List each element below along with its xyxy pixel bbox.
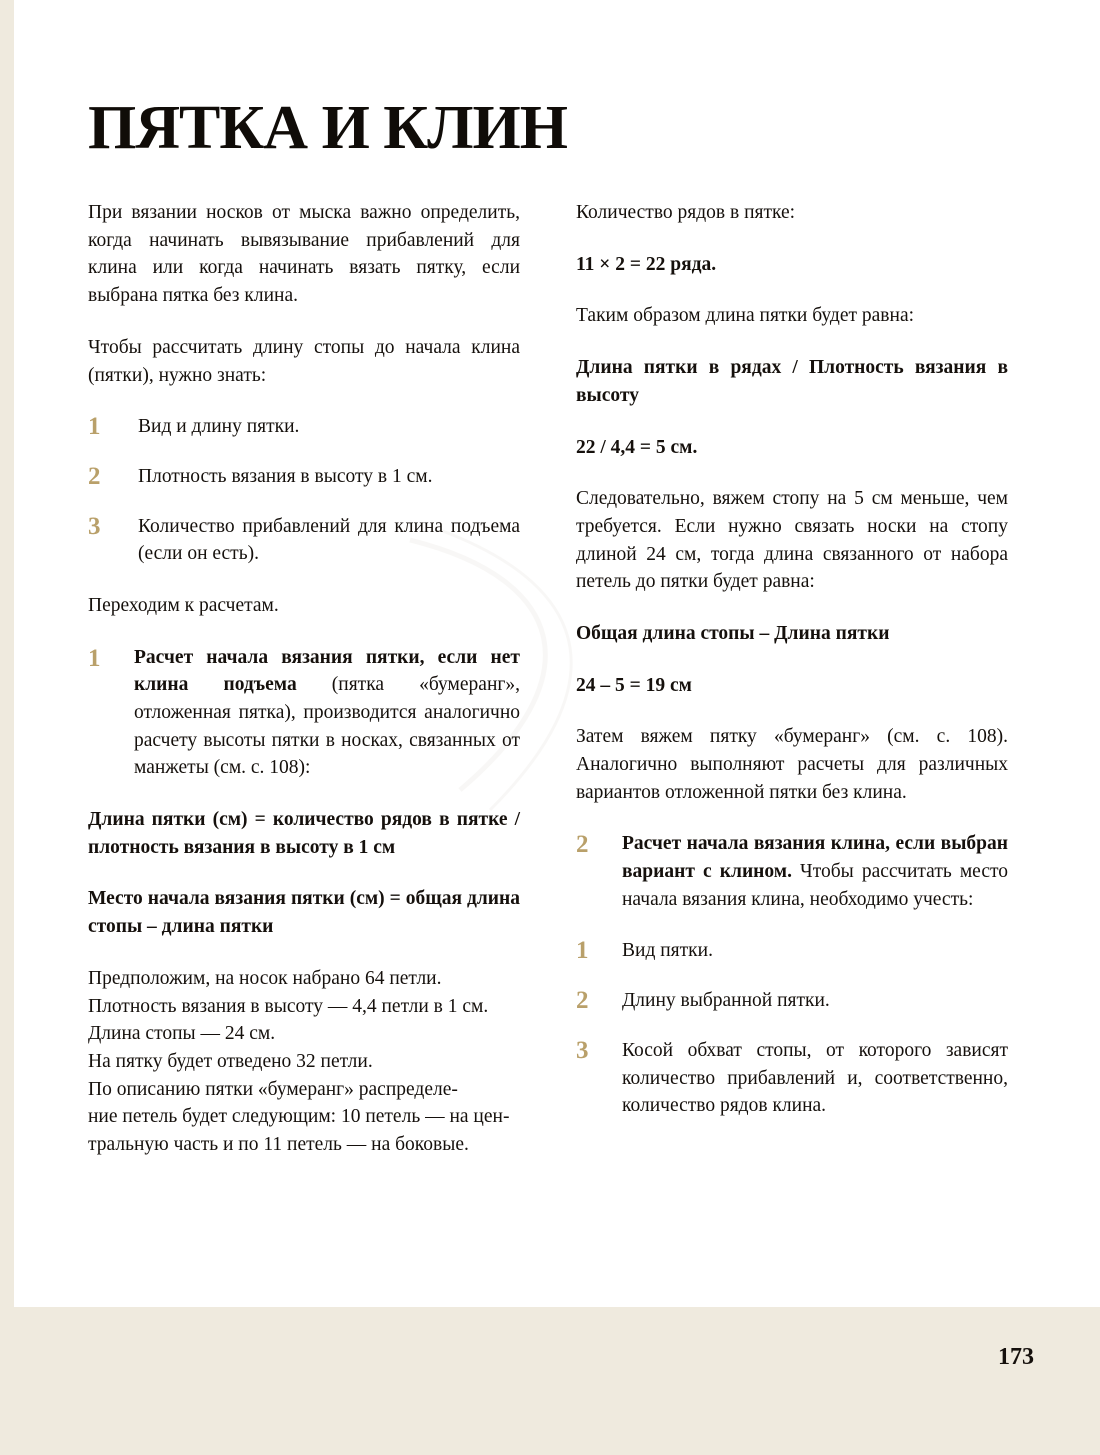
example-line: Длина стопы — 24 см. [88, 1023, 276, 1045]
list-item-label: Вид и длину пятки. [138, 416, 300, 438]
list-item-number: 3 [88, 512, 101, 540]
bottom-decorative-band [0, 1307, 1100, 1455]
list-item [88, 463, 520, 491]
example-line: Плотность вязания в высоту — 4,4 петли в 1 см. [88, 995, 489, 1017]
right-step-2 [576, 830, 1008, 913]
page-number: 173 [998, 1344, 1034, 1370]
list-item-number: 1 [576, 937, 589, 965]
right-formula-4: Общая длина стопы – Длина пятки [576, 622, 890, 644]
list-item-number: 2 [88, 462, 101, 490]
left-paragraph-1: При вязании носков от мыска важно определить, когда начинать вывязывание прибавлений для клина или когда начинать вязать пятку, если выбрана пятка без клина. [88, 202, 520, 307]
left-decorative-band [0, 0, 14, 1455]
step-body: Чтобы рассчитать место начала вязания клина, необходимо учесть: [622, 861, 1008, 910]
left-paragraph-2: Чтобы рассчитать длину стопы до начала клина (пятки), нужно знать: [88, 336, 520, 386]
list-item-label: Вид пятки. [622, 940, 713, 962]
list-item-number: 1 [88, 413, 101, 441]
right-paragraph-4: Затем вяжем пятку «бумеранг» (см. с. 108). Аналогично выполняют расчеты для различных вариантов отложенной пятки без клина. [576, 726, 1008, 803]
example-line: По описанию пятки «бумеранг» распределе- [88, 1078, 458, 1100]
list-item [88, 513, 520, 568]
list-item [576, 987, 1008, 1015]
list-item-number: 2 [576, 987, 589, 1015]
example-line: тральную часть и по 11 петель — на боковые. [88, 1133, 469, 1155]
list-item-label: Плотность вязания в высоту в 1 см. [138, 465, 433, 487]
two-column-layout [88, 199, 1008, 1183]
right-formula-5: 24 – 5 = 19 см [576, 674, 692, 696]
list-item [576, 1037, 1008, 1120]
right-numbered-list [576, 937, 1008, 1119]
left-example-block [88, 965, 520, 1159]
right-paragraph-3: Следовательно, вяжем стопу на 5 см меньше, чем требуется. Если нужно связать носки на стопу длиной 24 см, тогда длина связанного от набора петель до пятки будет равна: [576, 488, 1008, 593]
page-title: ПЯТКА И КЛИН [88, 94, 567, 162]
list-item-number: 3 [576, 1036, 589, 1064]
right-formula-2: Длина пятки в рядах / Плотность вязания в высоту [576, 357, 1008, 406]
left-step-1 [88, 644, 520, 782]
right-column [576, 199, 1008, 1183]
example-line: Предположим, на носок набрано 64 петли. [88, 967, 442, 989]
step-number: 1 [88, 644, 101, 672]
left-formula-1: Длина пятки (см) = количество рядов в пятке / плотность вязания в высоту в 1 см [88, 809, 520, 858]
example-line: На пятку будет отведено 32 петли. [88, 1050, 373, 1072]
list-item [576, 937, 1008, 965]
step-number: 2 [576, 831, 589, 859]
left-formula-2: Место начала вязания пятки (см) = общая длина стопы – длина пятки [88, 888, 520, 938]
step-body: (пятка «бумеранг», отложенная пятка), производится аналогично расчету высоты пятки в носках, связанных от манжеты (см. с. 108): [134, 674, 521, 779]
right-paragraph-2: Таким образом длина пятки будет равна: [576, 305, 915, 327]
left-paragraph-3: Переходим к расчетам. [88, 594, 279, 616]
step-title: Расчет начала вязания пятки, если нет клина подъема [134, 646, 520, 696]
right-paragraph-1: Количество рядов в пятке: [576, 202, 796, 224]
left-column [88, 199, 520, 1183]
list-item-label: Косой обхват стопы, от которого зависят количество прибавлений и, соответственно, количество рядов клина. [622, 1039, 1008, 1117]
list-item-label: Длину выбранной пятки. [622, 990, 830, 1012]
list-item-label: Количество прибавлений для клина подъема (если он есть). [138, 515, 520, 565]
left-numbered-list [88, 413, 520, 568]
list-item [88, 413, 520, 441]
example-line: ние петель будет следующим: 10 петель — на цен- [88, 1106, 510, 1128]
right-formula-3: 22 / 4,4 = 5 см. [576, 436, 698, 458]
right-formula-1: 11 × 2 = 22 ряда. [576, 253, 717, 275]
page-content [88, 96, 1008, 1183]
step-title: Расчет начала вязания клина, если выбран вариант с клином. [622, 833, 1008, 883]
